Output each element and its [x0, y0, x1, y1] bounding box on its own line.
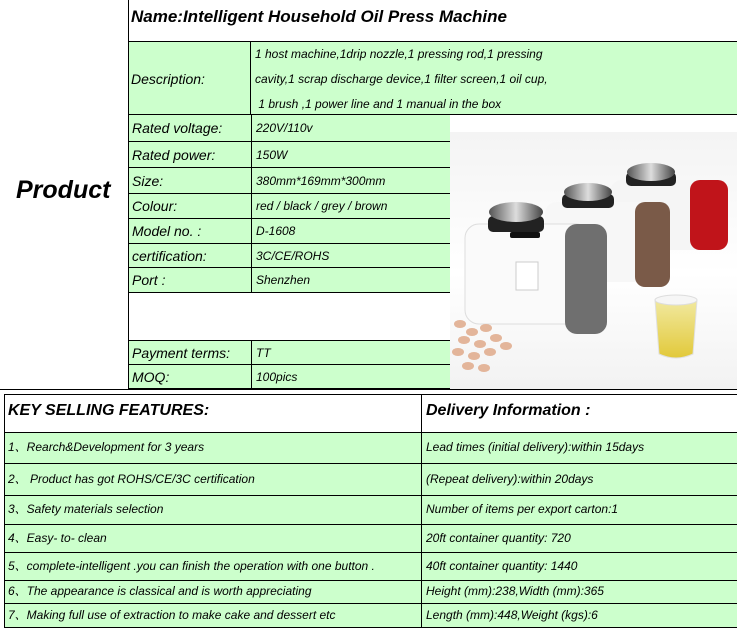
spec-value: 150W	[256, 147, 288, 162]
delivery-heading: Delivery Information :	[426, 402, 591, 419]
feature-item: 3、Safety materials selection	[8, 502, 164, 516]
feature-item: 1、Rearch&Development for 3 years	[8, 440, 205, 454]
spec-label: certification:	[132, 247, 207, 264]
moq-value: 100pics	[256, 369, 298, 384]
spec-row	[128, 194, 450, 219]
delivery-item: Height (mm):238,Width (mm):365	[426, 584, 604, 598]
features-heading: KEY SELLING FEATURES:	[8, 402, 210, 419]
spec-value: 220V/110v	[256, 121, 313, 135]
spec-row	[128, 115, 450, 142]
feature-item: 4、Easy- to- clean	[8, 531, 107, 545]
delivery-item: (Repeat delivery):within 20days	[426, 472, 594, 486]
feature-item: 2、 Product has got ROHS/CE/3C certification	[8, 472, 255, 486]
page-title: Name:Intelligent Household Oil Press Machine	[131, 7, 507, 26]
description-line-2: cavity,1 scrap discharge device,1 filter screen,1 oil cup,	[255, 72, 548, 86]
spec-value: red / black / grey / brown	[256, 199, 388, 213]
product-label: Product	[16, 176, 111, 204]
delivery-item: Length (mm):448,Weight (kgs):6	[426, 608, 598, 622]
delivery-item: Number of items per export carton:1	[426, 502, 619, 516]
feature-item: 7、Making full use of extraction to make cake and dessert etc	[8, 608, 336, 622]
spec-value: 3C/CE/ROHS	[256, 248, 330, 263]
spec-label: Rated power:	[132, 146, 216, 163]
feature-item: 6、The appearance is classical and is worth appreciating	[8, 584, 312, 598]
delivery-item: Lead times (initial delivery):within 15days	[426, 440, 645, 454]
oil-press-machines-image	[450, 132, 737, 390]
payment-terms-label: Payment terms:	[132, 344, 231, 361]
spec-label: Model no. :	[132, 223, 202, 239]
payment-terms-value: TT	[256, 345, 271, 360]
spec-value: 380mm*169mm*300mm	[256, 173, 386, 188]
spec-value: Shenzhen	[256, 273, 311, 287]
product-photo	[450, 132, 737, 390]
description-line-3: 1 brush ,1 power line and 1 manual in the box	[255, 97, 502, 111]
delivery-item: 20ft container quantity: 720	[426, 531, 571, 545]
spec-row	[128, 168, 450, 194]
spec-label: Colour:	[132, 198, 178, 214]
spec-value: D-1608	[256, 224, 296, 238]
moq-label: MOQ:	[132, 368, 170, 385]
spec-label: Port :	[132, 272, 166, 288]
spec-label: Size:	[132, 172, 164, 189]
description-label: Description:	[131, 71, 205, 87]
feature-item: 5、complete-intelligent .you can finish the operation with one button .	[8, 559, 375, 573]
spec-label: Rated voltage:	[132, 120, 223, 136]
spec-row	[128, 142, 450, 168]
spec-row	[128, 219, 450, 244]
description-line-1: 1 host machine,1drip nozzle,1 pressing rod,1 pressing	[255, 47, 543, 61]
delivery-item: 40ft container quantity: 1440	[426, 559, 578, 573]
spec-row	[128, 244, 450, 268]
spec-row	[128, 268, 450, 293]
